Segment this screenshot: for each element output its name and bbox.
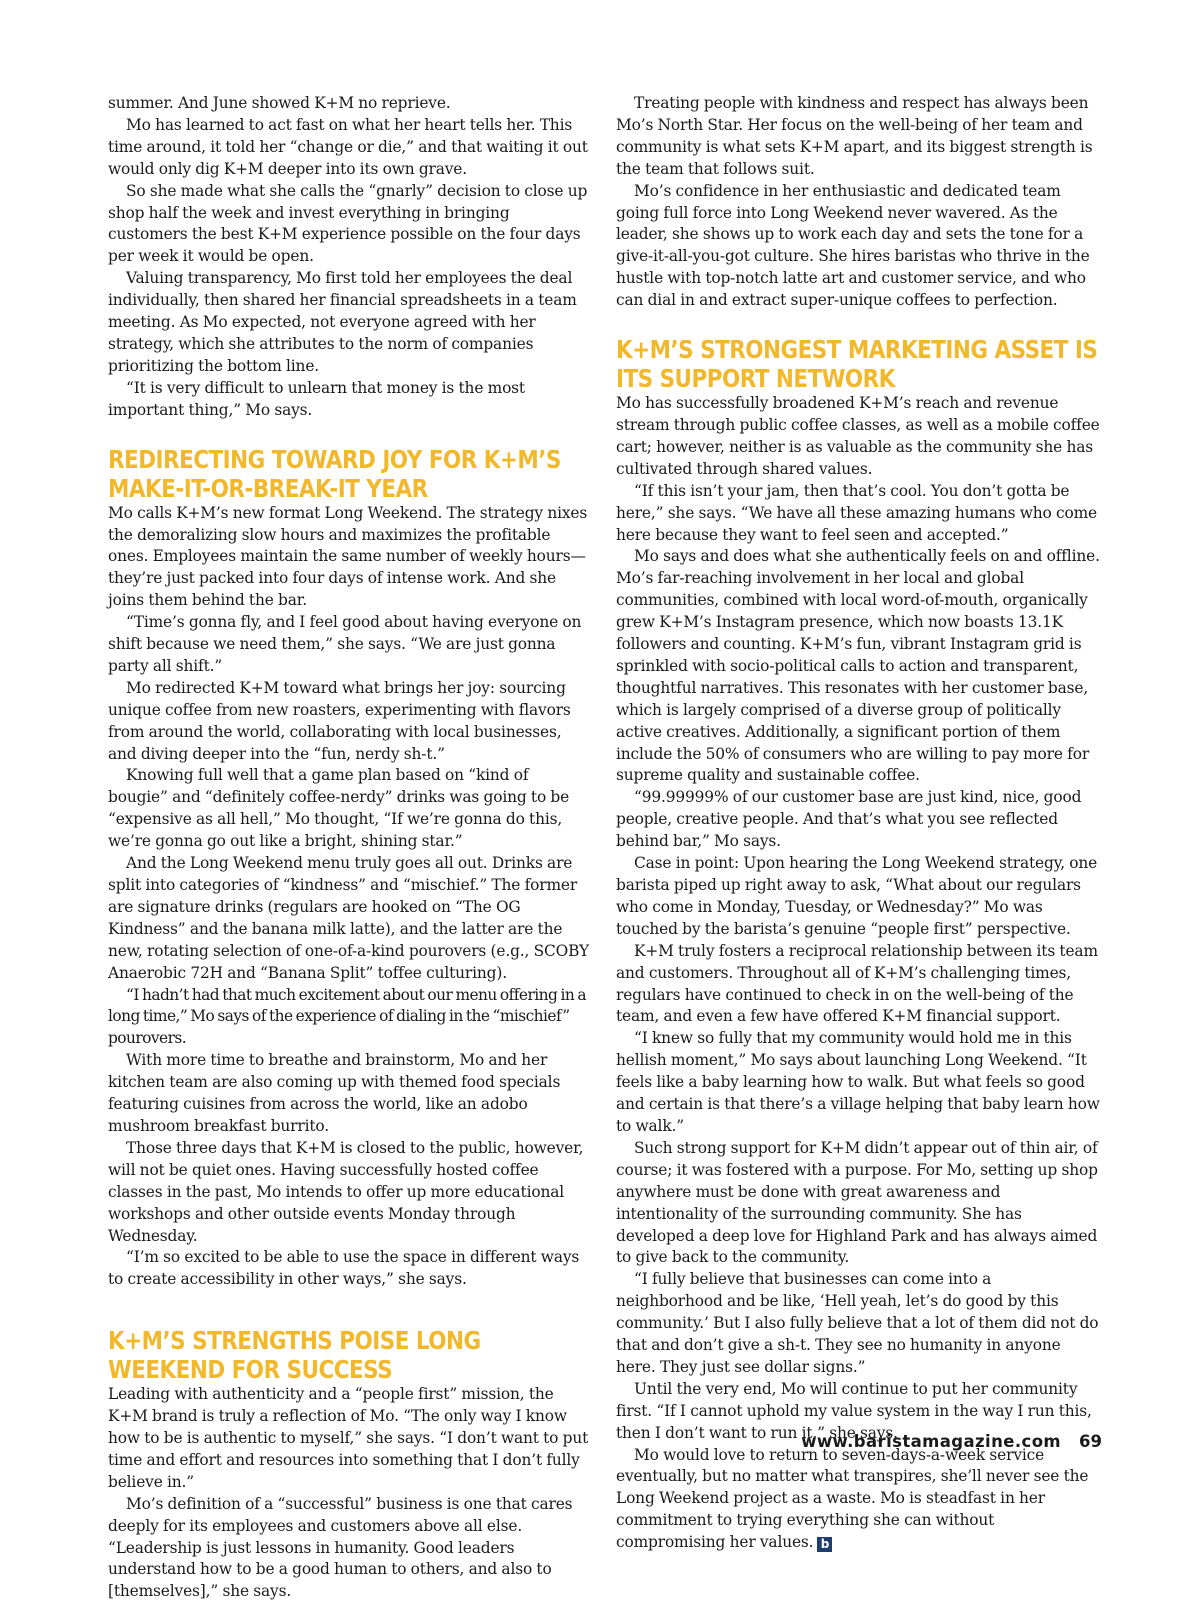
- paragraph: Mo redirected K+M toward what brings her joy: sourcing unique coffee from new roasters, experimenting with flavors from around the world, collaborating with local businesses, and diving deeper into the “fun, nerdy sh-t.”: [108, 678, 571, 763]
- paragraph: Mo calls K+M’s new format Long Weekend. The strategy nixes the demoralizing slow hours and maximizes the profitable ones. Employees maintain the same number of weekly hours—they’re just packed into four days of intense work. And she joins them behind the bar.: [108, 503, 588, 610]
- paragraph-text: Mo would love to return to seven-days-a-week service eventually, but no matter what transpires, she’ll never see the Long Weekend project as a waste. Mo is steadfast in her commitment to trying everything she can without compromising her values.: [616, 1445, 1089, 1552]
- right-column: [616, 93, 1100, 1554]
- footer-website-link[interactable]: www.baristamagazine.com: [801, 1432, 1062, 1451]
- paragraph: And the Long Weekend menu truly goes all out. Drinks are split into categories of “kindness” and “mischief.” The former are signature drinks (regulars are hooked on “The OG Kindness” and the banana milk latte), and the latter are the new, rotating selection of one-of-a-kind pourovers (e.g., SCOBY Anaerobic 72H and “Banana Split” toffee culturing).: [108, 854, 589, 982]
- section-heading-support-network: K+M’S STRONGEST MARKETING ASSET IS ITS SUPPORT NETWORK: [616, 335, 1098, 394]
- paragraph: Treating people with kindness and respect has always been Mo’s North Star. Her focus on the well-being of her team and community is what sets K+M apart, and its biggest strength is the team that follows suit.: [616, 94, 1093, 178]
- section-heading-redirecting-toward-joy: REDIRECTING TOWARD JOY FOR K+M’S MAKE-IT-OR-BREAK-IT YEAR: [108, 444, 561, 503]
- paragraph: Mo says and does what she authentically feels on and offline. Mo’s far-reaching involvement in her local and global communities, combined with local word-of-mouth, organically grew K+M’s Instagram presence, which now boasts 13.1K followers and counting. K+M’s fun, vibrant Instagram grid is sprinkled with socio-political calls to action and transparent, thoughtful narratives. This resonates with her customer base, which is largely comprised of a diverse group of politically active creatives. Additionally, a significant portion of them include the 50% of consumers who are willing to pay more for supreme quality and sustainable coffee.: [616, 547, 1100, 785]
- paragraph: Those three days that K+M is closed to the public, however, will not be quiet ones. Having successfully hosted coffee classes in the past, Mo intends to offer up more educational workshops and other outside events Monday through Wednesday.: [108, 1138, 584, 1245]
- section-heading-strengths: K+M’S STRENGTHS POISE LONG WEEKEND FOR SUCCESS: [108, 1326, 481, 1385]
- paragraph: summer. And June showed K+M no reprieve.: [108, 94, 451, 112]
- paragraph: “99.99999% of our customer base are just kind, nice, good people, creative people. And that’s what you see reflected behind bar,” Mo says.: [616, 788, 1082, 851]
- paragraph: Leading with authenticity and a “people first” mission, the K+M brand is truly a reflection of Mo. “The only way I know how to be is authentic to myself,” she says. “I don’t want to put time and effort and resources into something that I don’t fully believe in.”: [108, 1385, 589, 1491]
- paragraph: Knowing full well that a game plan based on “kind of bougie” and “definitely coffee-nerdy” drinks was going to be “expensive as all hell,” Mo thought, “If we’re gonna do this, we’re gonna go out like a bright, shining star.”: [108, 766, 570, 851]
- paragraph: “If this isn’t your jam, then that’s cool. You don’t gotta be here,” she says. “We have all these amazing humans who come here because they want to feel seen and accepted.”: [616, 481, 1097, 544]
- paragraph: “I fully believe that businesses can come into a neighborhood and be like, ‘Hell yeah, let’s do good by this community.’ But I also fully believe that a lot of them did not do that and don’t give a sh-t. They see no humanity in anyone here. They just see dollar signs.”: [616, 1270, 1099, 1376]
- paragraph: “I’m so excited to be able to use the space in different ways to create accessibility in other ways,” she says.: [108, 1248, 580, 1289]
- paragraph: Mo’s confidence in her enthusiastic and dedicated team going full force into Long Weekend never wavered. As the leader, she shows up to work each day and sets the tone for a give-it-all-you-got culture. She hires baristas who thrive in the hustle with top-notch latte art and customer service, and who can dial in and extract super-unique coffees to perfection.: [616, 181, 1090, 310]
- end-of-article-mark: b: [817, 1537, 832, 1552]
- paragraph: With more time to breathe and brainstorm, Mo and her kitchen team are also coming up with themed food specials featuring cuisines from across the world, like an adobo mushroom breakfast burrito.: [108, 1051, 561, 1135]
- paragraph: Mo has learned to act fast on what her heart tells her. This time around, it told her “change or die,” and that waiting it out would only dig K+M deeper into its own grave.: [108, 115, 588, 178]
- paragraph: “I hadn’t had that much excitement about our menu offering in a long time,” Mo says of the experience of dialing in the “mischief” pourovers.: [108, 985, 586, 1048]
- paragraph: Mo has successfully broadened K+M’s reach and revenue stream through public coffee classes, as well as a mobile coffee cart; however, neither is as valuable as the community she has cultivated through shared values.: [616, 394, 1100, 478]
- paragraph: K+M truly fosters a reciprocal relationship between its team and customers. Throughout all of K+M’s challenging times, regulars have continued to check in on the well-being of the team, and even a few have offered K+M financial support.: [616, 941, 1098, 1026]
- page-footer: [801, 1432, 1102, 1451]
- paragraph: “I knew so fully that my community would hold me in this hellish moment,” Mo says about launching Long Weekend. “It feels like a baby learning how to walk. But what feels so good and certain is that there’s a village helping that baby learn how to walk.”: [616, 1029, 1100, 1135]
- paragraph: Until the very end, Mo will continue to put her community first. “If I cannot uphold my value system in the way I run this, then I don’t want to run it,” she says.: [616, 1379, 1092, 1442]
- paragraph-final: [616, 1445, 1100, 1555]
- paragraph: Case in point: Upon hearing the Long Weekend strategy, one barista piped up right away to ask, “What about our regulars who come in Monday, Tuesday, or Wednesday?” Mo was touched by the barista’s genuine “people first” perspective.: [616, 854, 1098, 938]
- paragraph: Valuing transparency, Mo first told her employees the deal individually, then shared her financial spreadsheets in a team meeting. As Mo expected, not everyone agreed with her strategy, which she attributes to the norm of companies prioritizing the bottom line.: [108, 269, 577, 375]
- paragraph: “Time’s gonna fly, and I feel good about having everyone on shift because we need them,” she says. “We are just gonna party all shift.”: [108, 613, 582, 675]
- paragraph: Mo’s definition of a “successful” business is one that cares deeply for its employees and customers above all else. “Leadership is just lessons in humanity. Good leaders understand how to be a good human to others, and also to [themselves],” she says.: [108, 1494, 573, 1601]
- paragraph: So she made what she calls the “gnarly” decision to close up shop half the week and invest everything in bringing customers the best K+M experience possible on the four days per week it would be open.: [108, 181, 588, 266]
- paragraph: “It is very difficult to unlearn that money is the most important thing,” Mo says.: [108, 378, 525, 419]
- page-number: 69: [1079, 1432, 1102, 1451]
- paragraph: Such strong support for K+M didn’t appear out of thin air, of course; it was fostered with a purpose. For Mo, setting up shop anywhere must be done with great awareness and intentionality of the surrounding community. She has developed a deep love for Highland Park and has always aimed to give back to the community.: [616, 1138, 1098, 1267]
- left-column: [108, 93, 592, 1603]
